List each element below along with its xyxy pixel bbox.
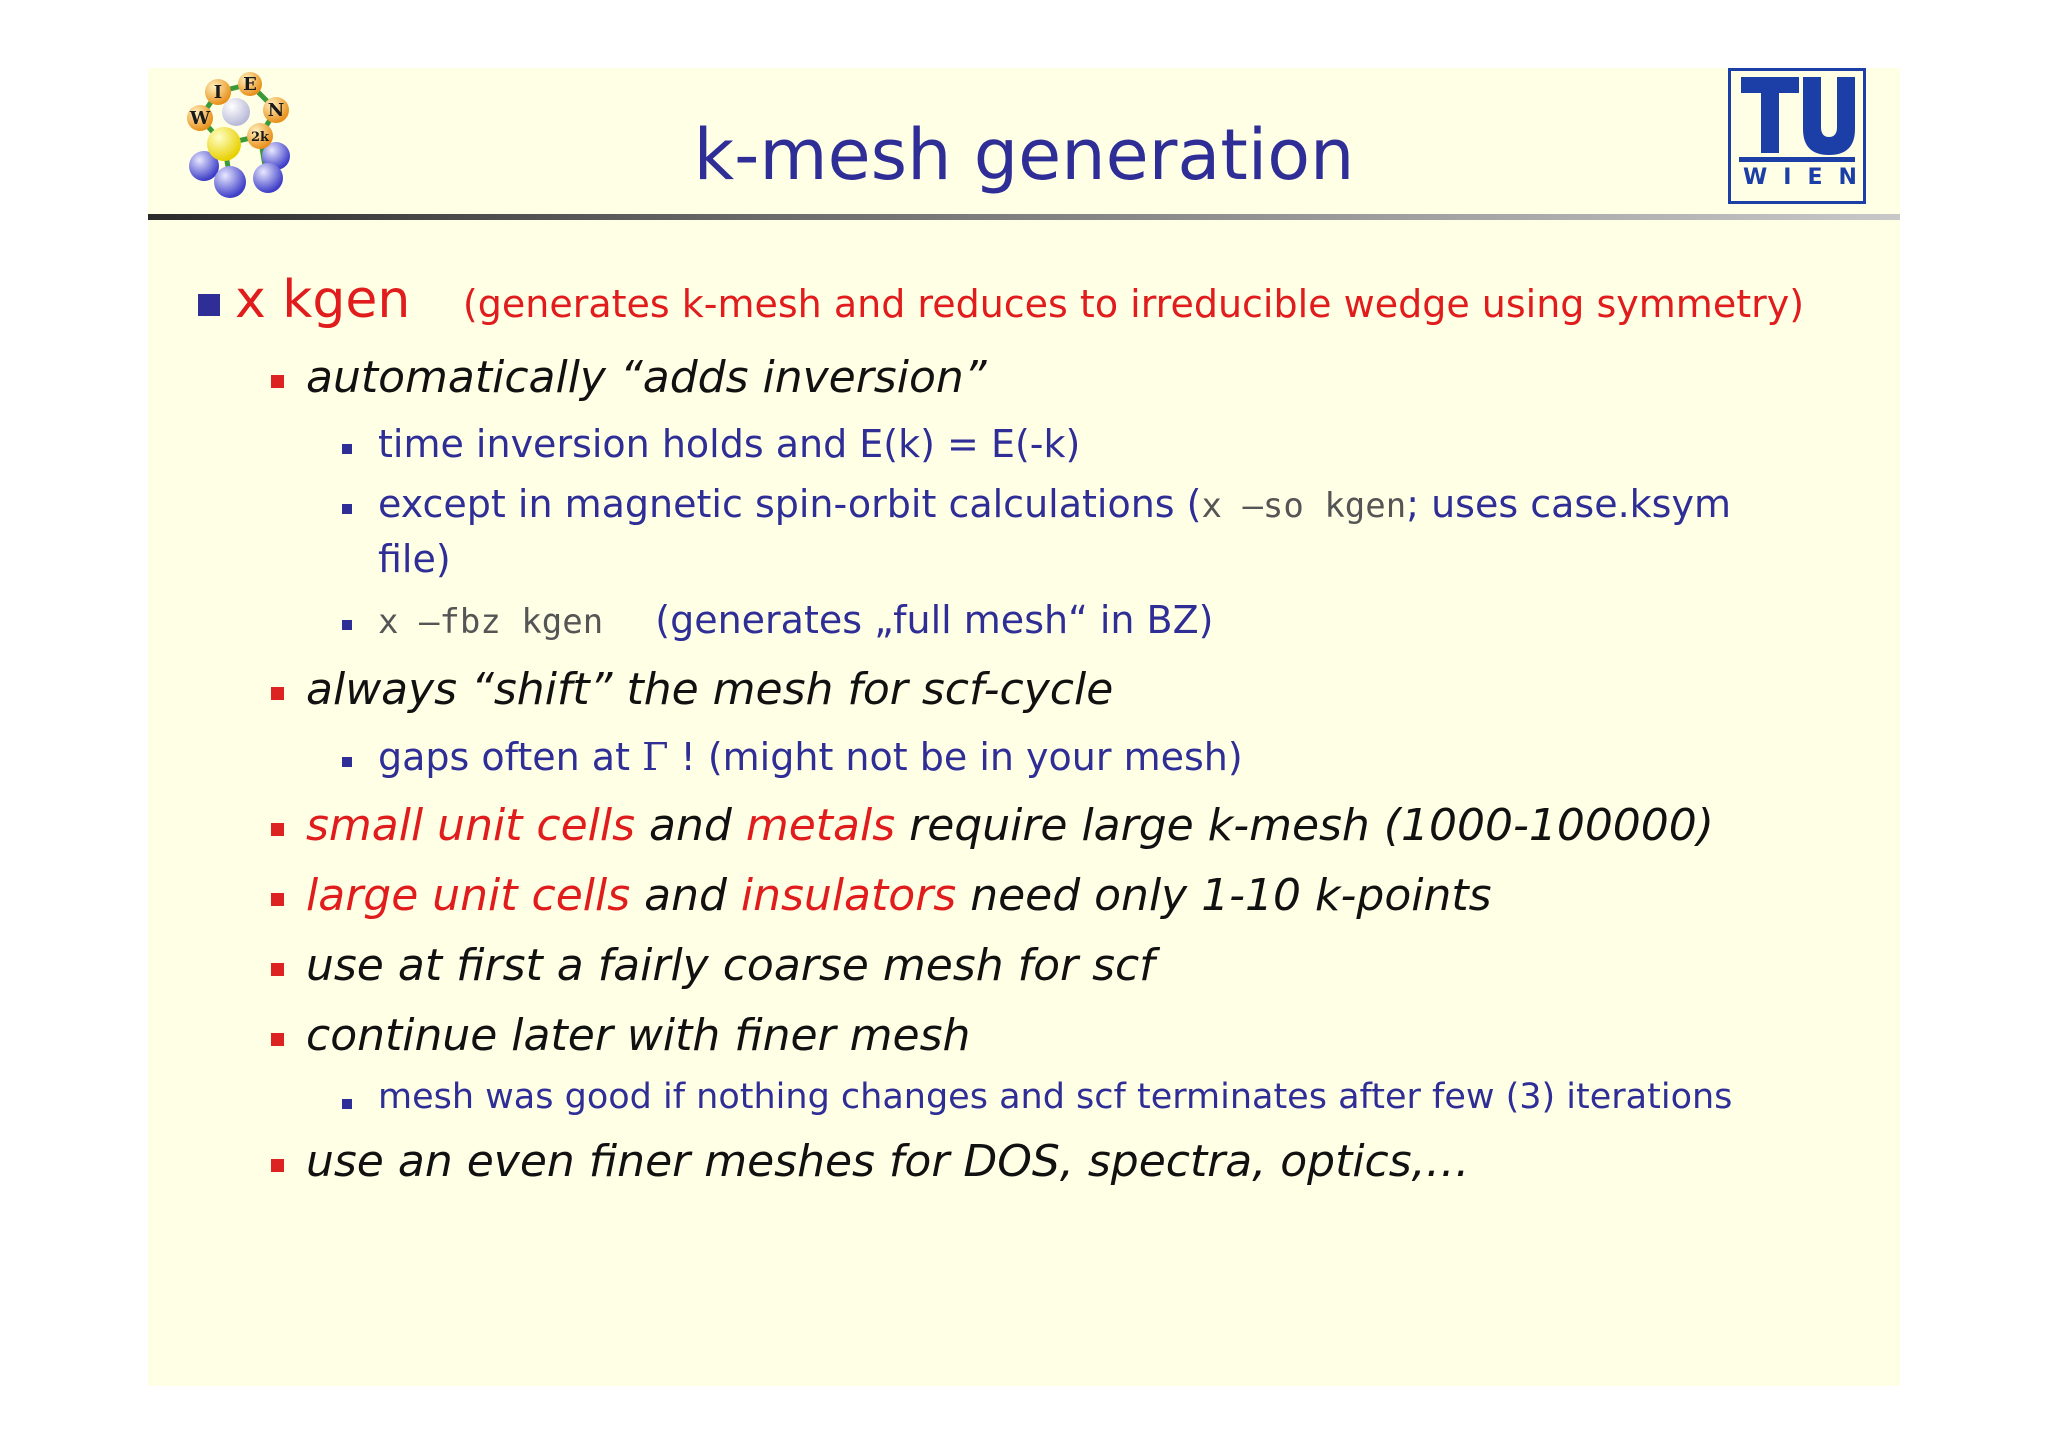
- fbz-description: (generates „full mesh“ in BZ): [655, 598, 1214, 642]
- kgen-command: x kgen: [235, 270, 411, 330]
- except-text-b: ; uses case.ksym: [1406, 482, 1731, 526]
- tu-wien-logo: [1728, 68, 1873, 204]
- page-title: k-mesh generation: [693, 114, 1355, 196]
- and-text: and: [630, 870, 741, 921]
- svg-text:I: I: [213, 82, 223, 103]
- svg-text:E: E: [243, 74, 257, 95]
- svg-text:N: N: [267, 100, 285, 121]
- list-item-mesh-good: [378, 1077, 1732, 1117]
- list-item-time-inversion: [378, 422, 1080, 466]
- list-item-fbz: [378, 598, 1213, 642]
- list-item-large-cells: [306, 870, 1492, 921]
- list-item-auto-inversion: [306, 352, 987, 403]
- few-kpoints-text: need only 1-10 k-points: [956, 870, 1492, 921]
- gaps-text-a: gaps often at: [378, 735, 643, 779]
- list-item-small-cells: [306, 800, 1714, 851]
- bullet-square: [342, 757, 352, 767]
- tu-logo-wien: WIEN: [1743, 165, 1873, 190]
- bullet-square: [271, 1033, 284, 1046]
- bullet-square: [342, 504, 352, 514]
- insulators-text: insulators: [740, 870, 957, 921]
- shift-text: always “shift” the mesh for scf-cycle: [306, 664, 1114, 715]
- continue-text: continue later with finer mesh: [306, 1010, 971, 1061]
- list-item-shift: [306, 664, 1113, 715]
- except-text-a: except in magnetic spin-orbit calculations (: [378, 482, 1202, 526]
- large-cells-text: large unit cells: [306, 870, 631, 921]
- list-item-except-cont: [378, 537, 451, 581]
- tu-letters-graphic: [1737, 75, 1857, 155]
- bullet-square: [342, 1099, 352, 1109]
- slide-background: [148, 68, 1900, 1386]
- except-text-c: file): [378, 537, 451, 581]
- list-item-even-finer: [306, 1136, 1470, 1187]
- fbz-code: x –fbz kgen: [378, 602, 604, 642]
- bullet-square: [271, 823, 284, 836]
- bullet-square: [271, 1159, 284, 1172]
- bullet-square: [271, 687, 284, 700]
- even-finer-text: use an even finer meshes for DOS, spectra, optics,…: [306, 1136, 1470, 1187]
- gamma-symbol: Γ: [642, 735, 669, 779]
- kgen-description: (generates k-mesh and reduces to irreducible wedge using symmetry): [462, 282, 1805, 326]
- large-kmesh-text: require large k-mesh (1000-100000): [895, 800, 1714, 851]
- list-item-continue: [306, 1010, 970, 1061]
- bullet-square: [342, 620, 352, 630]
- metals-text: metals: [745, 800, 896, 851]
- tu-logo-bar: [1739, 157, 1855, 162]
- svg-text:W: W: [189, 108, 211, 129]
- except-code: x –so kgen: [1201, 486, 1407, 526]
- list-item-gaps: [378, 735, 1243, 779]
- mesh-good-text: mesh was good if nothing changes and scf terminates after few (3) iterations: [378, 1077, 1733, 1117]
- list-item-kgen: [235, 270, 1804, 330]
- bullet-square: [271, 375, 284, 388]
- list-item-coarse: [306, 940, 1155, 991]
- bullet-square: [271, 893, 284, 906]
- title-divider: [148, 214, 1900, 220]
- list-item-except: [378, 482, 1731, 526]
- coarse-text: use at first a fairly coarse mesh for scf: [306, 940, 1155, 991]
- auto-inversion-text: automatically “adds inversion”: [306, 352, 987, 403]
- bullet-square: [271, 963, 284, 976]
- and-text: and: [635, 800, 746, 851]
- time-inversion-text: time inversion holds and E(k) = E(-k): [378, 422, 1081, 466]
- small-cells-text: small unit cells: [306, 800, 636, 851]
- bullet-square: [342, 444, 352, 454]
- gaps-text-b: ! (might not be in your mesh): [668, 735, 1243, 779]
- svg-text:2k: 2k: [250, 130, 270, 145]
- bullet-square: [198, 294, 220, 316]
